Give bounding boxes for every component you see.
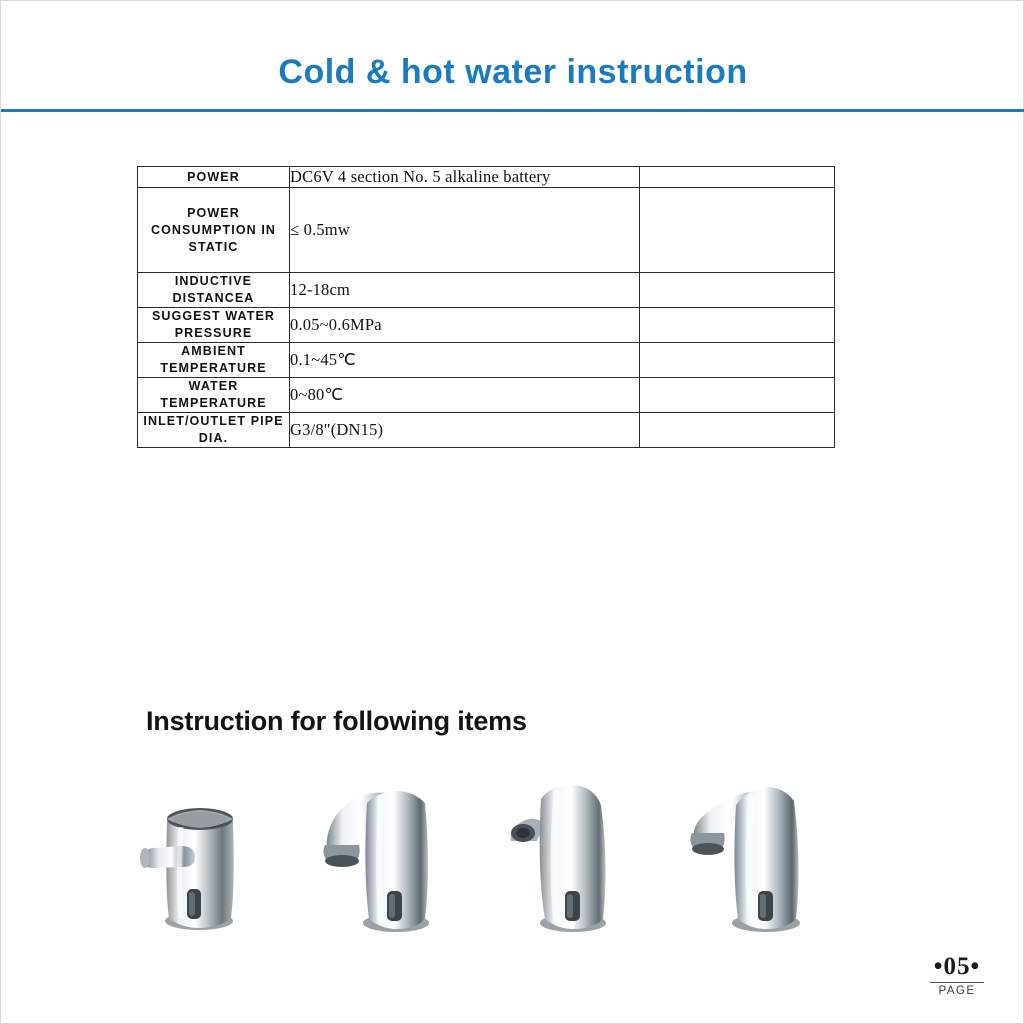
- spec-extra: [640, 167, 835, 188]
- sensor-faucet-straight-spout-icon: [121, 761, 271, 936]
- spec-extra: [640, 413, 835, 448]
- spec-value: 0.1~45℃: [290, 343, 640, 378]
- product-image-sensor-faucet-short-arc: [501, 761, 641, 941]
- title-divider: [1, 109, 1024, 112]
- spec-label: WATER TEMPERATURE: [138, 378, 290, 413]
- sensor-faucet-short-arc-icon: [501, 761, 641, 936]
- page-title: Cold & hot water instruction: [278, 53, 748, 91]
- table-row: [138, 343, 835, 378]
- spec-label: INDUCTIVE DISTANCEA: [138, 273, 290, 308]
- page-number-divider: [930, 982, 984, 983]
- spec-extra: [640, 188, 835, 273]
- product-image-row: [111, 761, 911, 941]
- product-image-sensor-faucet-straight-spout: [121, 761, 271, 941]
- section-subheading: Instruction for following items: [146, 706, 527, 736]
- table-row: [138, 167, 835, 188]
- sensor-faucet-angled-spout-icon: [666, 761, 841, 936]
- specification-table: [137, 166, 835, 448]
- spec-extra: [640, 308, 835, 343]
- page-title-wrapper: [1, 53, 1024, 92]
- table-row: [138, 308, 835, 343]
- table-row: [138, 273, 835, 308]
- spec-value: ≤ 0.5mw: [290, 188, 640, 273]
- spec-value: 0.05~0.6MPa: [290, 308, 640, 343]
- spec-value: 0~80℃: [290, 378, 640, 413]
- page-number: •05•: [933, 953, 981, 980]
- spec-label: POWER CONSUMPTION IN STATIC: [138, 188, 290, 273]
- product-image-sensor-faucet-curved-gooseneck: [301, 761, 466, 941]
- spec-value: 12-18cm: [290, 273, 640, 308]
- spec-label: AMBIENT TEMPERATURE: [138, 343, 290, 378]
- spec-extra: [640, 378, 835, 413]
- table-row: [138, 413, 835, 448]
- spec-label: INLET/OUTLET PIPE DIA.: [138, 413, 290, 448]
- product-image-sensor-faucet-angled-spout: [666, 761, 841, 941]
- page-number-block: [917, 954, 997, 997]
- spec-value: G3/8"(DN15): [290, 413, 640, 448]
- sensor-faucet-curved-gooseneck-icon: [301, 761, 466, 936]
- spec-label: SUGGEST WATER PRESSURE: [138, 308, 290, 343]
- spec-extra: [640, 343, 835, 378]
- table-row: [138, 188, 835, 273]
- table-row: [138, 378, 835, 413]
- page-number-label: PAGE: [938, 985, 976, 997]
- spec-label: POWER: [138, 167, 290, 188]
- spec-extra: [640, 273, 835, 308]
- spec-value: DC6V 4 section No. 5 alkaline battery: [290, 167, 640, 188]
